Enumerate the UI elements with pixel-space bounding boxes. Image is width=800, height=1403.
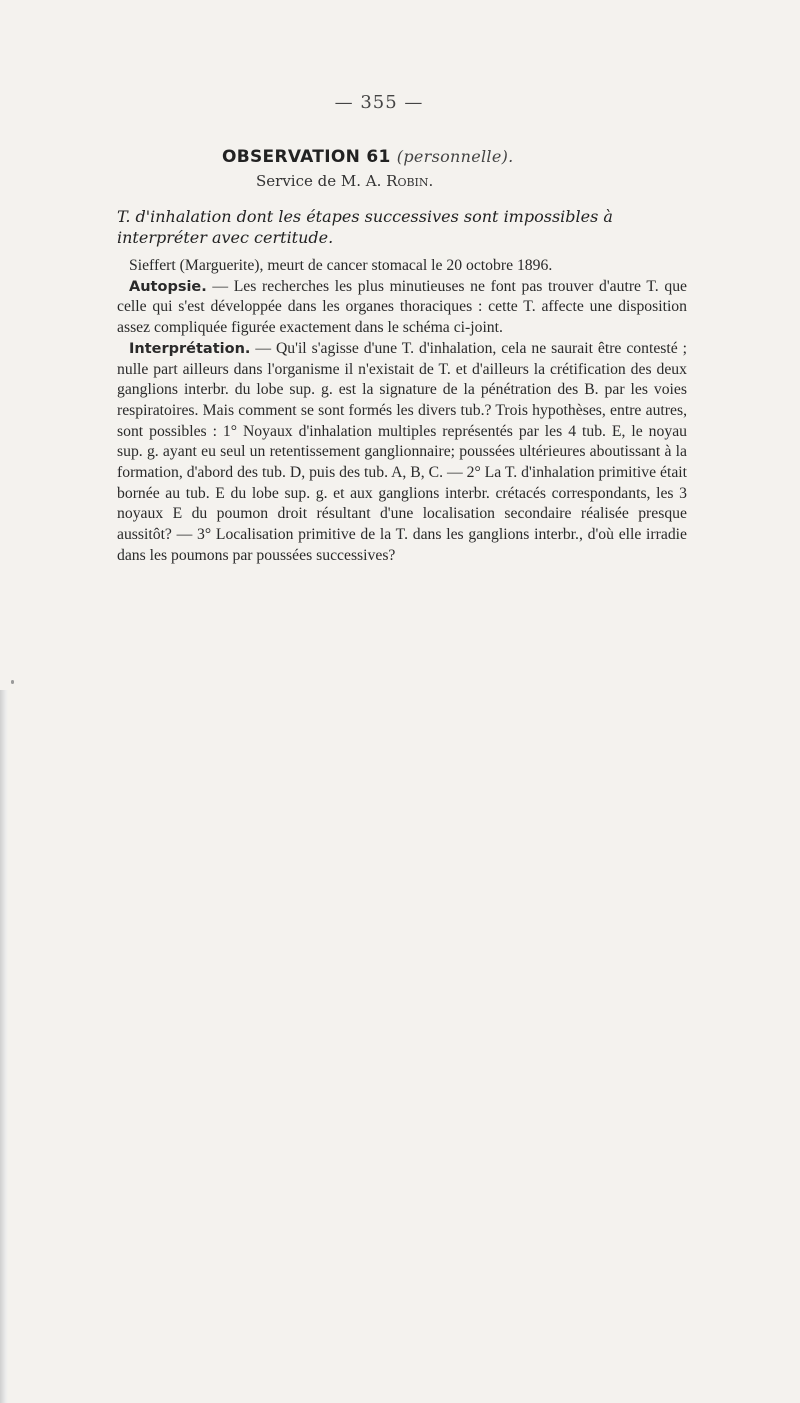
service-line <box>256 172 433 190</box>
observation-subtitle: T. d'inhalation dont les étapes successives sont impossibles à interpréter avec certitude. <box>117 207 613 247</box>
autopsie-paragraph <box>117 277 687 339</box>
observation-qualifier: (personnelle). <box>396 147 514 166</box>
observation-title: OBSERVATION 61 <box>222 147 397 167</box>
page-number: — 355 — <box>334 92 424 113</box>
autopsie-text: — Les recherches les plus minutieuses ne font pas trouver d'autre T. que celle qui s'est développée dans les organes thoraciques : cette T. affecte une disposition assez compliquée figurée exactement dans le schéma ci-joint. <box>117 277 687 337</box>
service-name: Robin. <box>386 172 434 190</box>
page-edge-shadow <box>0 690 8 1403</box>
intro-paragraph: Sieffert (Marguerite), meurt de cancer stomacal le 20 octobre 1896. <box>129 257 553 274</box>
paper-speck <box>11 680 14 684</box>
interpretation-label: Interprétation. <box>129 340 251 357</box>
interpretation-text: — Qu'il s'agisse d'une T. d'inhalation, cela ne saurait être contesté ; nulle part ailleurs dans l'organisme il n'existait de T. et d'ailleurs la crétification des deux ganglions interbr. du lobe sup. g. est la signature de la pénétration des B. par les voies respiratoires. Mais comment se sont formés les divers tub.? Trois hypothèses, entre autres, sont possibles : 1° Noyaux d'inhalation multiples représentés par les 4 tub. E, le noyau sup. g. ayant eu seul un retentissement ganglionnaire; poussées ultérieures aboutissant à la formation, d'abord des tub. D, puis des tub. A, B, C. — 2° La T. d'inhalation primitive était bornée au tub. E du lobe sup. g. et aux ganglions interbr. crétacés correspondants, les 3 noyaux E du poumon droit résultant d'une localisation secondaire réalisée presque aussitôt? — 3° Localisation primitive de la T. dans les ganglions interbr., d'où elle irradie dans les poumons par poussées successives? <box>117 339 687 564</box>
observation-heading <box>222 147 514 167</box>
service-prefix: Service de M. A. <box>256 172 387 190</box>
interpretation-paragraph <box>117 339 687 567</box>
body-text <box>117 256 687 567</box>
autopsie-label: Autopsie. <box>129 278 207 295</box>
